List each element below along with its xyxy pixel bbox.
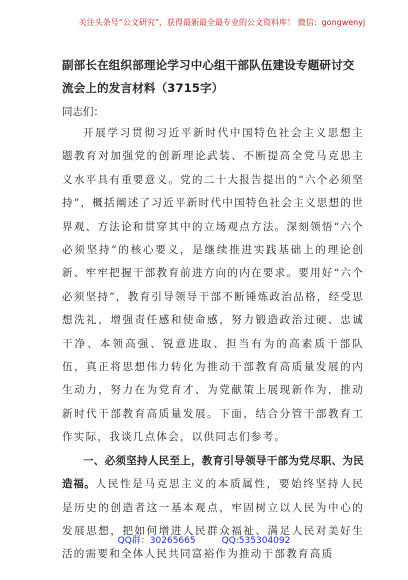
intro-paragraph: 开展学习贯彻习近平新时代中国特色社会主义思想主题教育对加强党的创新理论武装、不断提高全党马克思主义水平具有重要意义。党的二十大报告提出的“六个必须坚持”，概括阐述了习近平新时代中国特色社会主义思想的世界观、方法论和贯穿其中的立场观点方法。深刻领悟“六个必须坚持”的核心要义，是继续推进实践基础上的理论创新、牢牢把握干部教育前进方向的内在要求。要用好“六个必须坚持”，教育引导领导干部不断锤炼政治品格，经受思想洗礼，增强责任感和使命感，努力锻造政治过硬、忠诚干净、本领高强、锐意进取、担当有为的高素质干部队伍，真正将思想伟力转化为推动干部教育高质量发展的内生动力，努力在为党育才、为党献策上展现新作为，推动新时代干部教育高质量发展。下面，结合分管干部教育工作实际，我谈几点体会，以供同志们参考。: [62, 127, 364, 444]
salutation: 同志们：: [62, 106, 104, 118]
document-body: [62, 54, 364, 567]
section-1-paragraph: [62, 450, 364, 567]
section-1-heading: 一、必须坚持人民至上，教育引导领导干部为党尽职、为民造福。: [62, 454, 364, 491]
header-banner: 关注头条号“公文研究”，获得最新最全最专业的公文资料库！ 微信：gongwenyj: [78, 18, 366, 27]
footer-contact: [0, 533, 408, 549]
document-title: 副部长在组织部理论学习中心组干部队伍建设专题研讨交流会上的发言材料（3715字）: [62, 58, 355, 95]
footer-qq: QQ:535304092: [221, 536, 291, 546]
section-1-body: 人民性是马克思主义的本质属性，要始终坚持人民是历史的创造者这一基本观点，牢固树立以人民为中心的发展思想，把如何增进人民群众福祉、满足人民对美好生活的需要和全体人民共同富裕作为推动干部教育高质: [62, 478, 364, 561]
footer-qq-group: QQ群：30265665: [117, 536, 196, 546]
